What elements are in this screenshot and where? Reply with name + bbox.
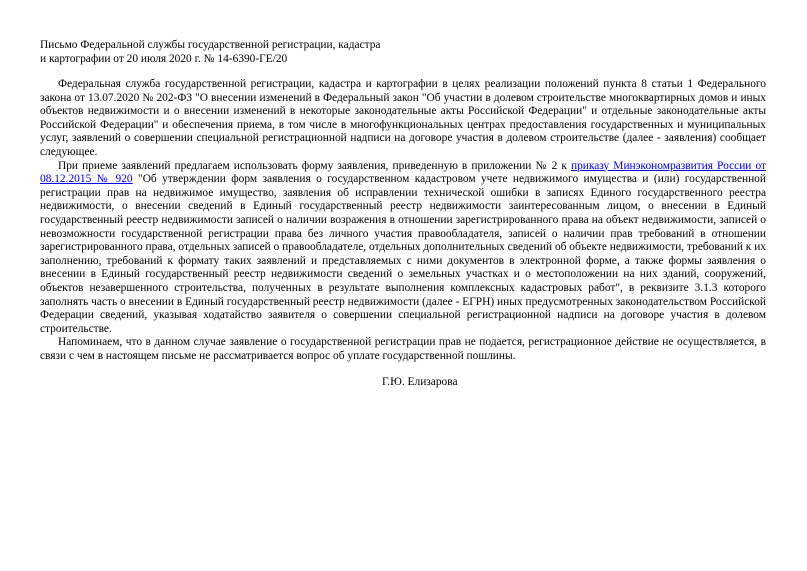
- paragraph-2: [40, 160, 766, 337]
- paragraph-2-text-end: "Об утверждении форм заявления о государственном кадастровом учете недвижимого имущества и (или) государственной регистрации прав на недвижимое имущество, заявления об исправлении технической ошибки в записях Единого государственного реестра недвижимости, о внесении сведений в Единый государственный реестр недвижимости заинтересованным лицом, о внесении в Единый государственный реестр недвижимости записей о наличии возражения в отношении зарегистрированного права на объект недвижимости, записей о невозможности государственной регистрации права без личного участия правообладателя, записей о наличии прав требований в отношении зарегистрированного права, отдельных записей о правообладателе, отдельных дополнительных сведений об объекте недвижимости, требований к их заполнению, требований к формату таких заявлений и представляемых с ними документов в электронной форме, а также формы заявления о внесении в Единый государственный реестр недвижимости сведений о земельных участках и о местоположении на них зданий, сооружений, объектов незавершенного строительства, полученных в результате выполнения комплексных кадастровых работ", в реквизите 3.1.3 которого заполнять часть о внесении в Единый государственный реестр недвижимости (далее - ЕГРН) иных предусмотренных законодательством Российской Федерации сведений, указывая ходатайство заявителя о совершении специальной регистрационной надписи на договоре участия в долевом строительстве.: [40, 173, 766, 335]
- paragraph-1: Федеральная служба государственной регистрации, кадастра и картографии в целях реализации положений пункта 8 статьи 1 Федерального закона от 13.07.2020 № 202-ФЗ "О внесении изменений в Федеральный закон "Об участии в долевом строительстве многоквартирных домов и иных объектов недвижимости и о внесении изменений в некоторые законодательные акты Российской Федерации" и отдельные законодательные акты Российской Федерации" и обеспечения приема, в том числе в многофункциональных центрах предоставления государственных и муниципальных услуг, заявлений о совершении специальной регистрационной надписи на договоре участия в долевом строительстве (далее - заявления) сообщает следующее.: [40, 78, 766, 158]
- signature: Г.Ю. Елизарова: [382, 376, 458, 389]
- title-line-2: и картографии от 20 июля 2020 г. № 14-6390-ГЕ/20: [40, 53, 288, 65]
- paragraph-3: Напоминаем, что в данном случае заявление о государственной регистрации прав не подается, регистрационное действие не осуществляется, в связи с чем в настоящем письме не рассматривается вопрос об уплате государственной пошлины.: [40, 336, 766, 362]
- document-title: [40, 38, 766, 66]
- paragraph-2-text-start: При приеме заявлений предлагаем использовать форму заявления, приведенную в приложении № 2 к: [58, 159, 571, 172]
- order-920-link[interactable]: приказу Минэкономразвития России от 08.12.2015 № 920: [40, 159, 766, 186]
- document-page: [40, 38, 766, 390]
- title-line-1: Письмо Федеральной службы государственной регистрации, кадастра: [40, 39, 381, 51]
